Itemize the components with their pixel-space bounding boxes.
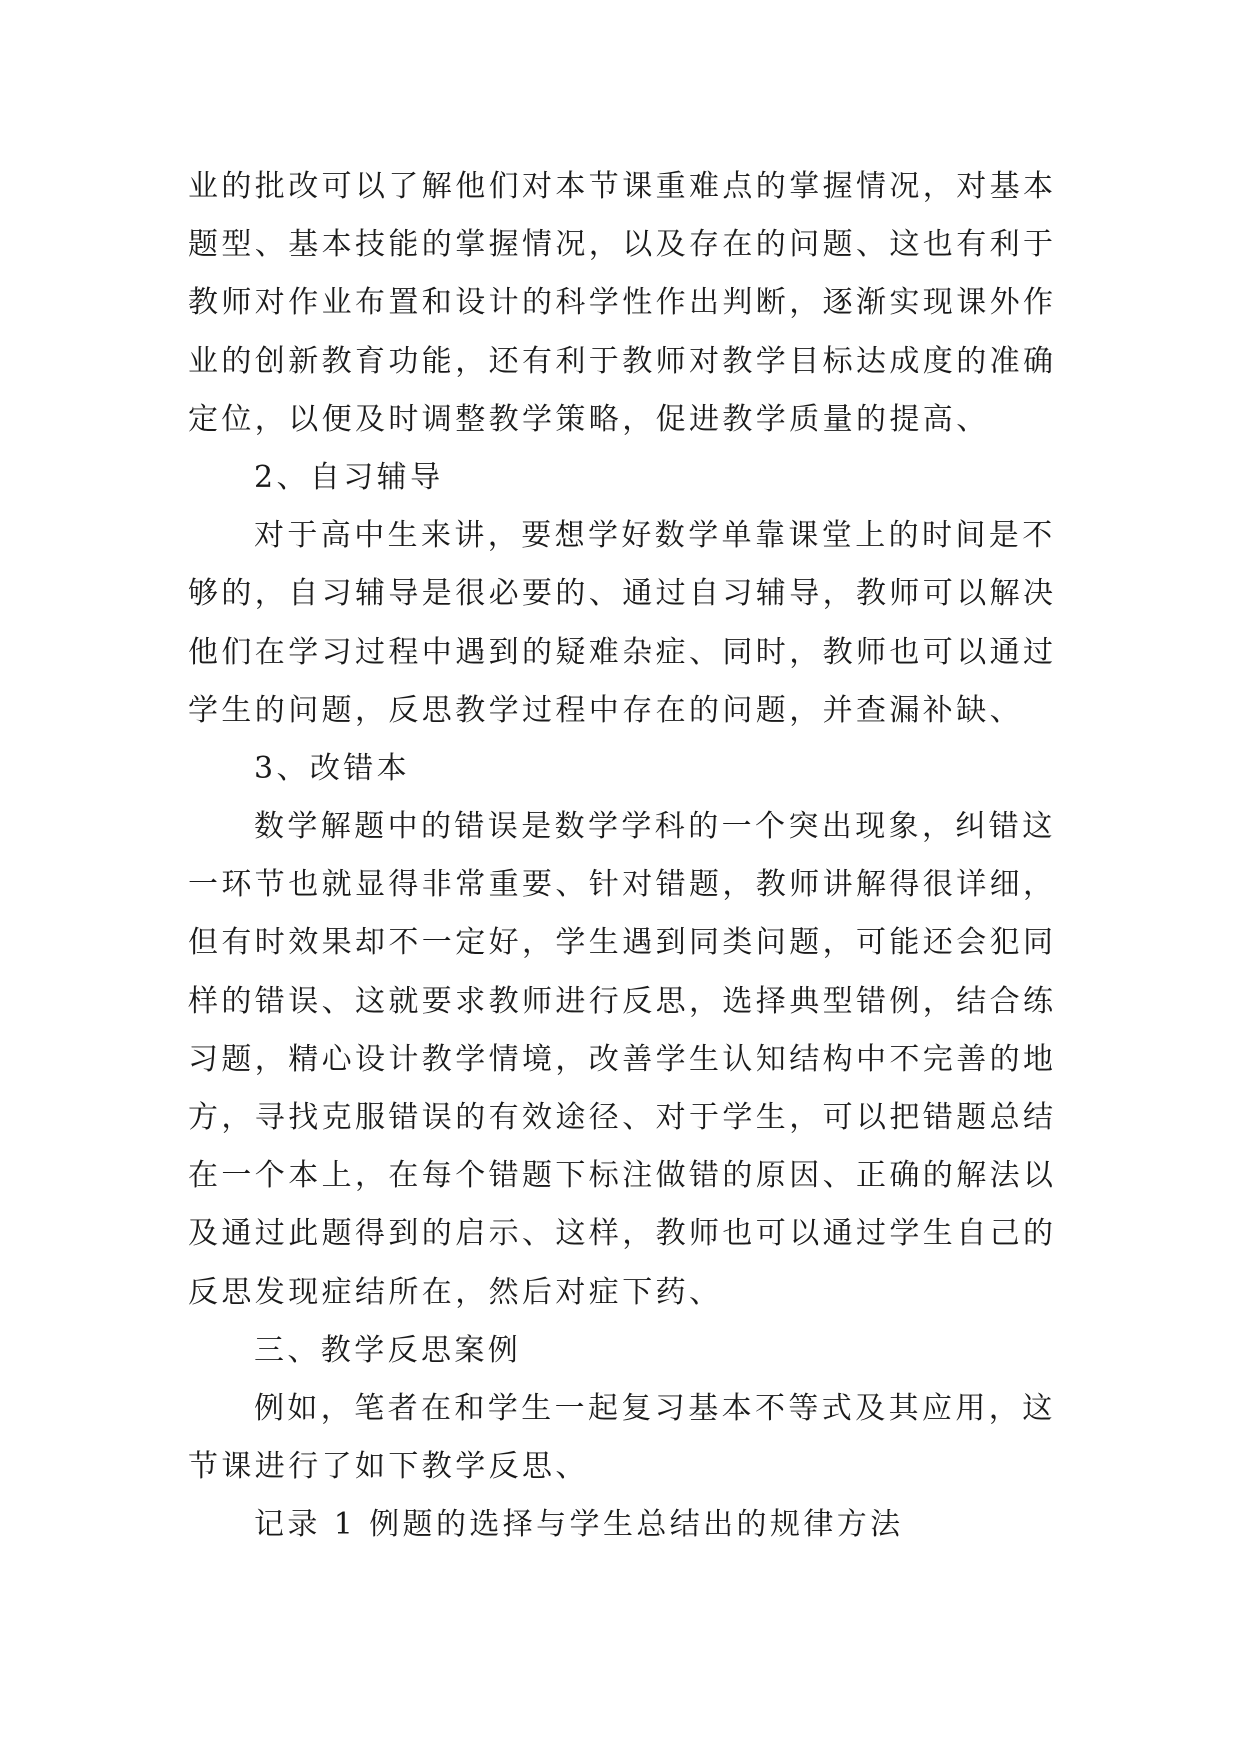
- paragraph-line: 样的错误、这就要求教师进行反思，选择典型错例，结合练: [188, 983, 1057, 1019]
- paragraph-line: 节课进行了如下教学反思、: [188, 1449, 589, 1485]
- paragraph-line: 业的创新教育功能，还有利于教师对教学目标达成度的准确: [188, 343, 1057, 379]
- paragraph-line: 例如，笔者在和学生一起复习基本不等式及其应用，这: [254, 1390, 1056, 1426]
- paragraph-line: 一环节也就显得非常重要、针对错题，教师讲解得很详细，: [188, 867, 1057, 903]
- paragraph-line: 题型、基本技能的掌握情况，以及存在的问题、这也有利于: [188, 227, 1057, 263]
- document-body: [188, 158, 1058, 1555]
- paragraph-line: 习题，精心设计教学情境，改善学生认知结构中不完善的地: [188, 1041, 1057, 1077]
- paragraph-line: 但有时效果却不一定好，学生遇到同类问题，可能还会犯同: [188, 925, 1057, 961]
- section-heading: 三、教学反思案例: [254, 1332, 522, 1368]
- section-heading: 3、改错本: [254, 750, 411, 786]
- paragraph-line: 学生的问题，反思教学过程中存在的问题，并查漏补缺、: [188, 692, 1023, 728]
- paragraph-line: 数学解题中的错误是数学学科的一个突出现象，纠错这: [254, 809, 1056, 845]
- paragraph-line: 方，寻找克服错误的有效途径、对于学生，可以把错题总结: [188, 1100, 1057, 1135]
- paragraph-line: 教师对作业布置和设计的科学性作出判断，逐渐实现课外作: [188, 285, 1057, 321]
- paragraph-line: 定位，以便及时调整教学策略，促进教学质量的提高、: [188, 401, 990, 437]
- section-heading: 2、自习辅导: [254, 459, 444, 495]
- paragraph-line: 在一个本上，在每个错题下标注做错的原因、正确的解法以: [188, 1158, 1057, 1194]
- paragraph-line: 业的批改可以了解他们对本节课重难点的掌握情况，对基本: [188, 169, 1057, 204]
- paragraph-line: 够的，自习辅导是很必要的、通过自习辅导，教师可以解决: [188, 576, 1057, 612]
- paragraph-line: 反思发现症结所在，然后对症下药、: [188, 1274, 723, 1310]
- record-heading: 记录 1 例题的选择与学生总结出的规律方法: [254, 1507, 904, 1543]
- paragraph-line: 他们在学习过程中遇到的疑难杂症、同时，教师也可以通过: [188, 634, 1057, 670]
- paragraph-line: 对于高中生来讲，要想学好数学单靠课堂上的时间是不: [254, 518, 1056, 554]
- paragraph-line: 及通过此题得到的启示、这样，教师也可以通过学生自己的: [188, 1216, 1057, 1252]
